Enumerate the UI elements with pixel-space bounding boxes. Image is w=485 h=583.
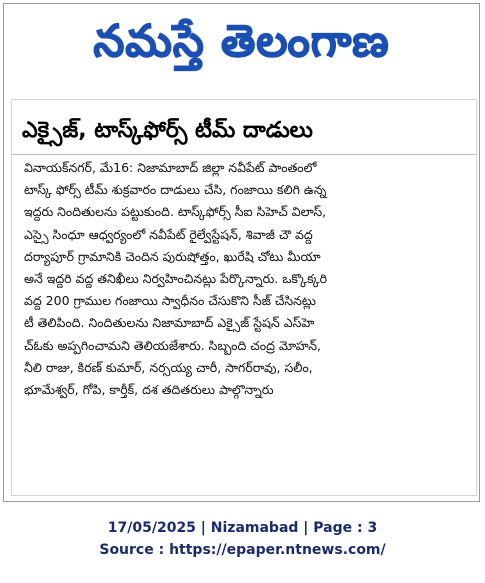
article-headline: ఎక్సైజ్, టాస్క్‌ఫోర్స్ టీమ్ దాడులు — [22, 118, 313, 143]
clipping-footer — [0, 517, 485, 561]
newspaper-masthead: నమస్తే తెలంగాణ — [93, 16, 390, 67]
source-link[interactable]: Source : https://epaper.ntnews.com/ — [99, 542, 386, 558]
article-line: ఎస్సై సింధూ ఆధ్వర్యంలో నవీపేట్ రైల్వేస్టేషన్, శివాజీ చౌ వద్ద — [24, 226, 313, 242]
article-line: వద్ద 200 గ్రాముల గంజాయి స్వాధీనం చేసుకొని సీజ్ చేసినట్లు — [24, 293, 316, 309]
article-line: చ్‌ఓకు అప్పగించామని తెలియజేశారు. సిబ్బంది చంద్ర మోహన్, — [24, 337, 321, 353]
clipping-frame — [3, 3, 480, 502]
article-clipping — [11, 99, 477, 496]
article-line: ఇద్దరు నిందితులను పట్టుకుంది. టాస్క్‌ఫోర్స్ సీఐ సిహెచ్ విలాస్, — [24, 204, 327, 220]
article-line: వినాయక్‌నగర్, మే16: నిజామాబాద్ జిల్లా నవీపేట్ పాంతంలో — [24, 160, 317, 175]
article-line: నీలి రాజు, కిరణ్ కుమార్, నర్సయ్య చారీ, సాగర్‌రావు, సలీం, — [24, 359, 313, 375]
edition-info: 17/05/2025 | Nizamabad | Page : 3 — [107, 520, 378, 536]
headline-divider — [12, 154, 476, 155]
article-body — [24, 157, 472, 401]
article-line: టీ తెలిపింది. నిందితులను నిజామాబాద్ ఎక్సైజ్ స్టేషన్ ఎస్‌హె — [24, 315, 315, 331]
article-line: అనే ఇద్దరి వద్ద తనిఖీలు నిర్వహించినట్లు పేర్కొన్నారు. ఒక్కొక్కరి — [24, 271, 328, 287]
article-line: దర్యాపూర్ గ్రామానికి చెందిన పురుషోత్తం, ఖురేషి చోటు మీయా — [24, 248, 321, 264]
article-line: టాస్క్ ఫోర్స్ టీమ్ శుక్రవారం దాడులు చేసి, గంజాయి కలిగి ఉన్న — [24, 182, 327, 198]
article-line: భూమేశ్వర్, గోపి, కార్తీక్, దశ తదితరులు పాల్గొన్నారు — [24, 382, 274, 398]
